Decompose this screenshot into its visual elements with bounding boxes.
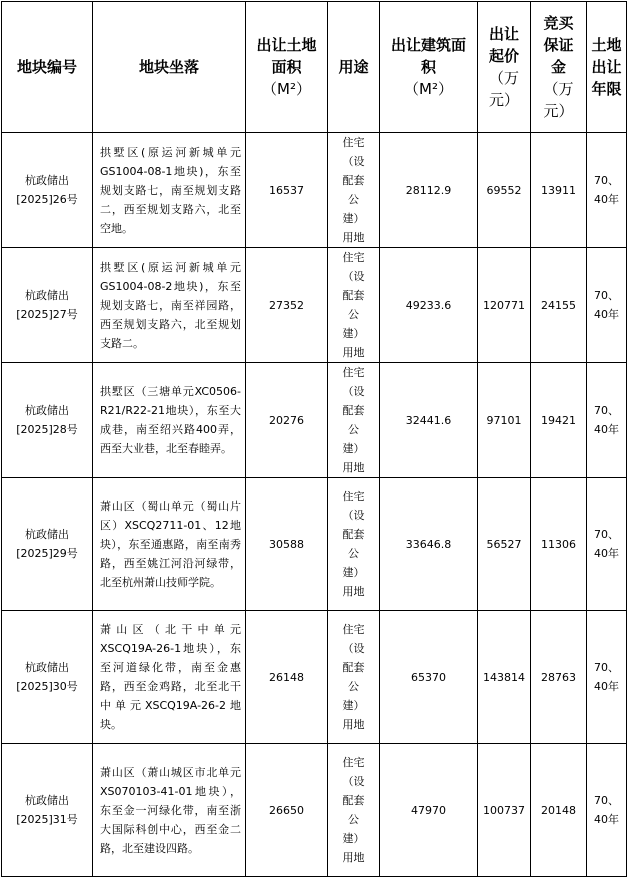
area-cell: 30588 <box>246 478 328 611</box>
deposit-cell: 13911 <box>531 133 587 248</box>
header-area <box>246 2 328 133</box>
location-cell: 萧山区（萧山城区市北单元XS070103-41-01地块），东至金一河绿化带，南至浙大国际科创中心，西至金二路，北至建设四路。 <box>93 744 246 877</box>
parcel-no-cell <box>2 478 93 611</box>
table-row <box>2 478 627 611</box>
table-row <box>2 248 627 363</box>
table-row <box>2 611 627 744</box>
usage-cell: 住宅（设配套公建）用地 <box>328 363 380 478</box>
usage-cell: 住宅（设配套公建）用地 <box>328 744 380 877</box>
term-cell: 70、40年 <box>587 478 627 611</box>
table-row <box>2 363 627 478</box>
parcel-no: 杭政储出[2025]28号 <box>16 404 78 436</box>
start-price-cell: 143814 <box>478 611 531 744</box>
parcel-no-cell <box>2 363 93 478</box>
building-area-cell: 32441.6 <box>380 363 478 478</box>
area-cell: 20276 <box>246 363 328 478</box>
building-area-cell: 65370 <box>380 611 478 744</box>
header-location-text: 地块坐落 <box>138 58 199 76</box>
table-row <box>2 133 627 248</box>
area-cell: 27352 <box>246 248 328 363</box>
header-area-unit: （M²） <box>262 80 311 98</box>
parcel-no: 杭政储出[2025]27号 <box>16 289 78 321</box>
building-area-cell: 49233.6 <box>380 248 478 363</box>
usage-cell: 住宅（设配套公建）用地 <box>328 133 380 248</box>
area-cell: 26650 <box>246 744 328 877</box>
header-term <box>587 2 627 133</box>
building-area-cell: 33646.8 <box>380 478 478 611</box>
header-location <box>93 2 246 133</box>
start-price-cell: 100737 <box>478 744 531 877</box>
deposit-cell: 20148 <box>531 744 587 877</box>
header-building-area <box>380 2 478 133</box>
start-price-cell: 69552 <box>478 133 531 248</box>
header-deposit-unit: （万元） <box>543 80 574 120</box>
deposit-cell: 11306 <box>531 478 587 611</box>
location-cell: 拱墅区(原运河新城单元GS1004-08-1地块)，东至规划支路七，南至规划支路二，西至规划支路六，北至空地。 <box>93 133 246 248</box>
deposit-cell: 19421 <box>531 363 587 478</box>
term-cell: 70、40年 <box>587 363 627 478</box>
parcel-no-cell <box>2 248 93 363</box>
deposit-cell: 28763 <box>531 611 587 744</box>
parcel-no-cell <box>2 744 93 877</box>
header-deposit <box>531 2 587 133</box>
start-price-cell: 120771 <box>478 248 531 363</box>
table-row <box>2 744 627 877</box>
header-deposit-text: 竞买保证金 <box>543 14 574 76</box>
term-cell: 70、40年 <box>587 133 627 248</box>
term-cell: 70、40年 <box>587 744 627 877</box>
deposit-cell: 24155 <box>531 248 587 363</box>
parcel-no: 杭政储出[2025]29号 <box>16 528 78 560</box>
start-price-cell: 97101 <box>478 363 531 478</box>
location-cell: 拱墅区（三塘单元XC0506-R21/R22-21地块），东至大成巷，南至绍兴路400弄，西至大业巷，北至春睦弄。 <box>93 363 246 478</box>
usage-cell: 住宅（设配套公建）用地 <box>328 611 380 744</box>
header-row <box>2 2 627 133</box>
header-term-text: 土地出让年限 <box>591 36 622 98</box>
land-parcel-table <box>1 1 627 877</box>
header-building-area-unit: （M²） <box>404 80 453 98</box>
building-area-cell: 28112.9 <box>380 133 478 248</box>
header-start-price-text: 出让起价 <box>488 25 519 65</box>
location-cell: 萧山区（北干中单元XSCQ19A-26-1地块），东至河道绿化带，南至金惠路，西至金鸡路，北至北干中单元XSCQ19A-26-2地块。 <box>93 611 246 744</box>
usage-cell: 住宅（设配套公建）用地 <box>328 478 380 611</box>
parcel-no: 杭政储出[2025]31号 <box>16 794 78 826</box>
parcel-no: 杭政储出[2025]30号 <box>16 661 78 693</box>
header-usage <box>328 2 380 133</box>
header-start-price <box>478 2 531 133</box>
location-cell: 拱墅区(原运河新城单元GS1004-08-2地块)，东至规划支路七，南至祥园路，西至规划支路六，北至规划支路二。 <box>93 248 246 363</box>
parcel-no: 杭政储出[2025]26号 <box>16 174 78 206</box>
start-price-cell: 56527 <box>478 478 531 611</box>
location-cell: 萧山区（蜀山单元（蜀山片区）XSCQ2711-01、12地块），东至通惠路，南至南秀路，西至姚江河沿河绿带，北至杭州萧山技师学院。 <box>93 478 246 611</box>
area-cell: 16537 <box>246 133 328 248</box>
header-usage-text: 用途 <box>338 58 369 76</box>
parcel-no-cell <box>2 611 93 744</box>
usage-cell: 住宅（设配套公建）用地 <box>328 248 380 363</box>
header-parcel-no <box>2 2 93 133</box>
header-parcel-no-text: 地块编号 <box>16 58 77 76</box>
term-cell: 70、40年 <box>587 611 627 744</box>
building-area-cell: 47970 <box>380 744 478 877</box>
header-building-area-text: 出让建筑面积 <box>390 36 466 76</box>
parcel-no-cell <box>2 133 93 248</box>
area-cell: 26148 <box>246 611 328 744</box>
header-area-text: 出让土地面积 <box>256 36 317 76</box>
header-start-price-unit: （万元） <box>488 69 519 109</box>
term-cell: 70、40年 <box>587 248 627 363</box>
